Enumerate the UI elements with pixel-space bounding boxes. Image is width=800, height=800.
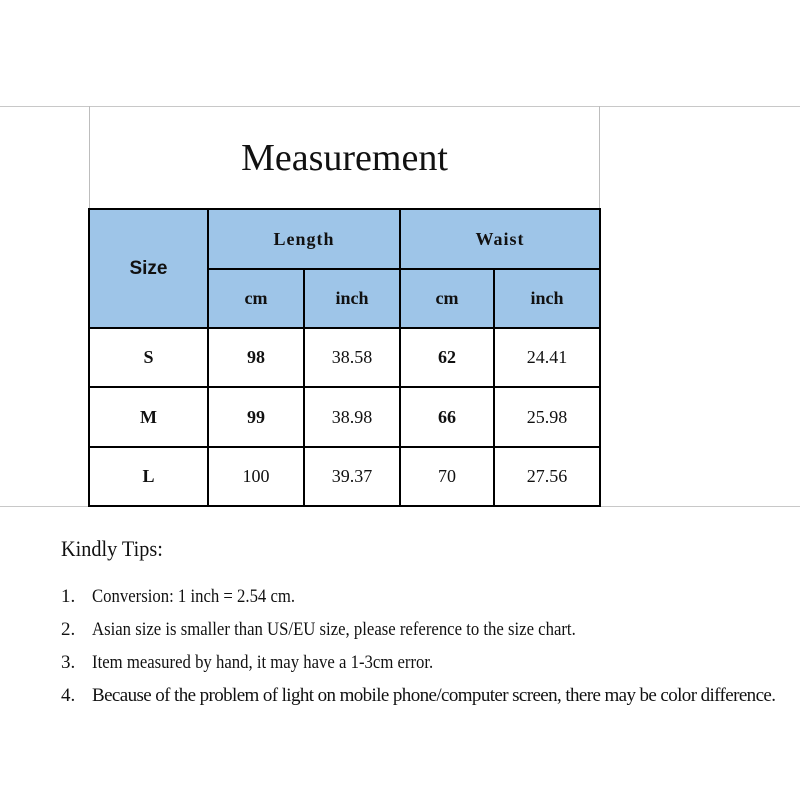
tip-number: 4.: [61, 685, 76, 706]
tip-number: 3.: [61, 652, 76, 673]
waist-cm-cell: 62: [400, 328, 494, 387]
length-inch-cell: 39.37: [304, 447, 400, 506]
waist-cm-cell: 70: [400, 447, 494, 506]
table-row: [89, 328, 600, 387]
size-cell: S: [89, 328, 208, 387]
table-row: [89, 387, 600, 447]
size-column-header: Size: [89, 209, 208, 328]
size-cell: M: [89, 387, 208, 447]
tip-text: Asian size is smaller than US/EU size, please reference to the size chart.: [92, 619, 576, 640]
length-inch-cell: 38.98: [304, 387, 400, 447]
tip-number: 1.: [61, 586, 76, 607]
length-cm-cell: 100: [208, 447, 304, 506]
tip-text: Item measured by hand, it may have a 1-3cm error.: [92, 652, 434, 673]
length-inch-cell: 38.58: [304, 328, 400, 387]
waist-cm-header: cm: [400, 269, 494, 328]
size-table: [88, 208, 601, 507]
waist-cm-cell: 66: [400, 387, 494, 447]
tip-text: Because of the problem of light on mobile phone/computer screen, there may be color difference.: [92, 685, 776, 706]
size-cell: L: [89, 447, 208, 506]
length-group-header: Length: [208, 209, 400, 269]
waist-inch-header: inch: [494, 269, 600, 328]
waist-inch-cell: 27.56: [494, 447, 600, 506]
kindly-tips: [61, 536, 796, 712]
tip-number: 2.: [61, 619, 76, 640]
tip-text: Conversion: 1 inch = 2.54 cm.: [92, 586, 296, 607]
waist-inch-cell: 25.98: [494, 387, 600, 447]
length-cm-cell: 98: [208, 328, 304, 387]
list-item: [61, 679, 796, 712]
measurement-title: Measurement: [89, 106, 600, 209]
tips-list: [61, 580, 796, 712]
waist-group-header: Waist: [400, 209, 600, 269]
table-row: [89, 447, 600, 506]
list-item: [61, 613, 796, 646]
length-cm-cell: 99: [208, 387, 304, 447]
length-cm-header: cm: [208, 269, 304, 328]
waist-inch-cell: 24.41: [494, 328, 600, 387]
list-item: [61, 646, 796, 679]
length-inch-header: inch: [304, 269, 400, 328]
table-header-row: [89, 209, 600, 269]
tips-title: Kindly Tips:: [61, 536, 163, 561]
list-item: [61, 580, 796, 613]
